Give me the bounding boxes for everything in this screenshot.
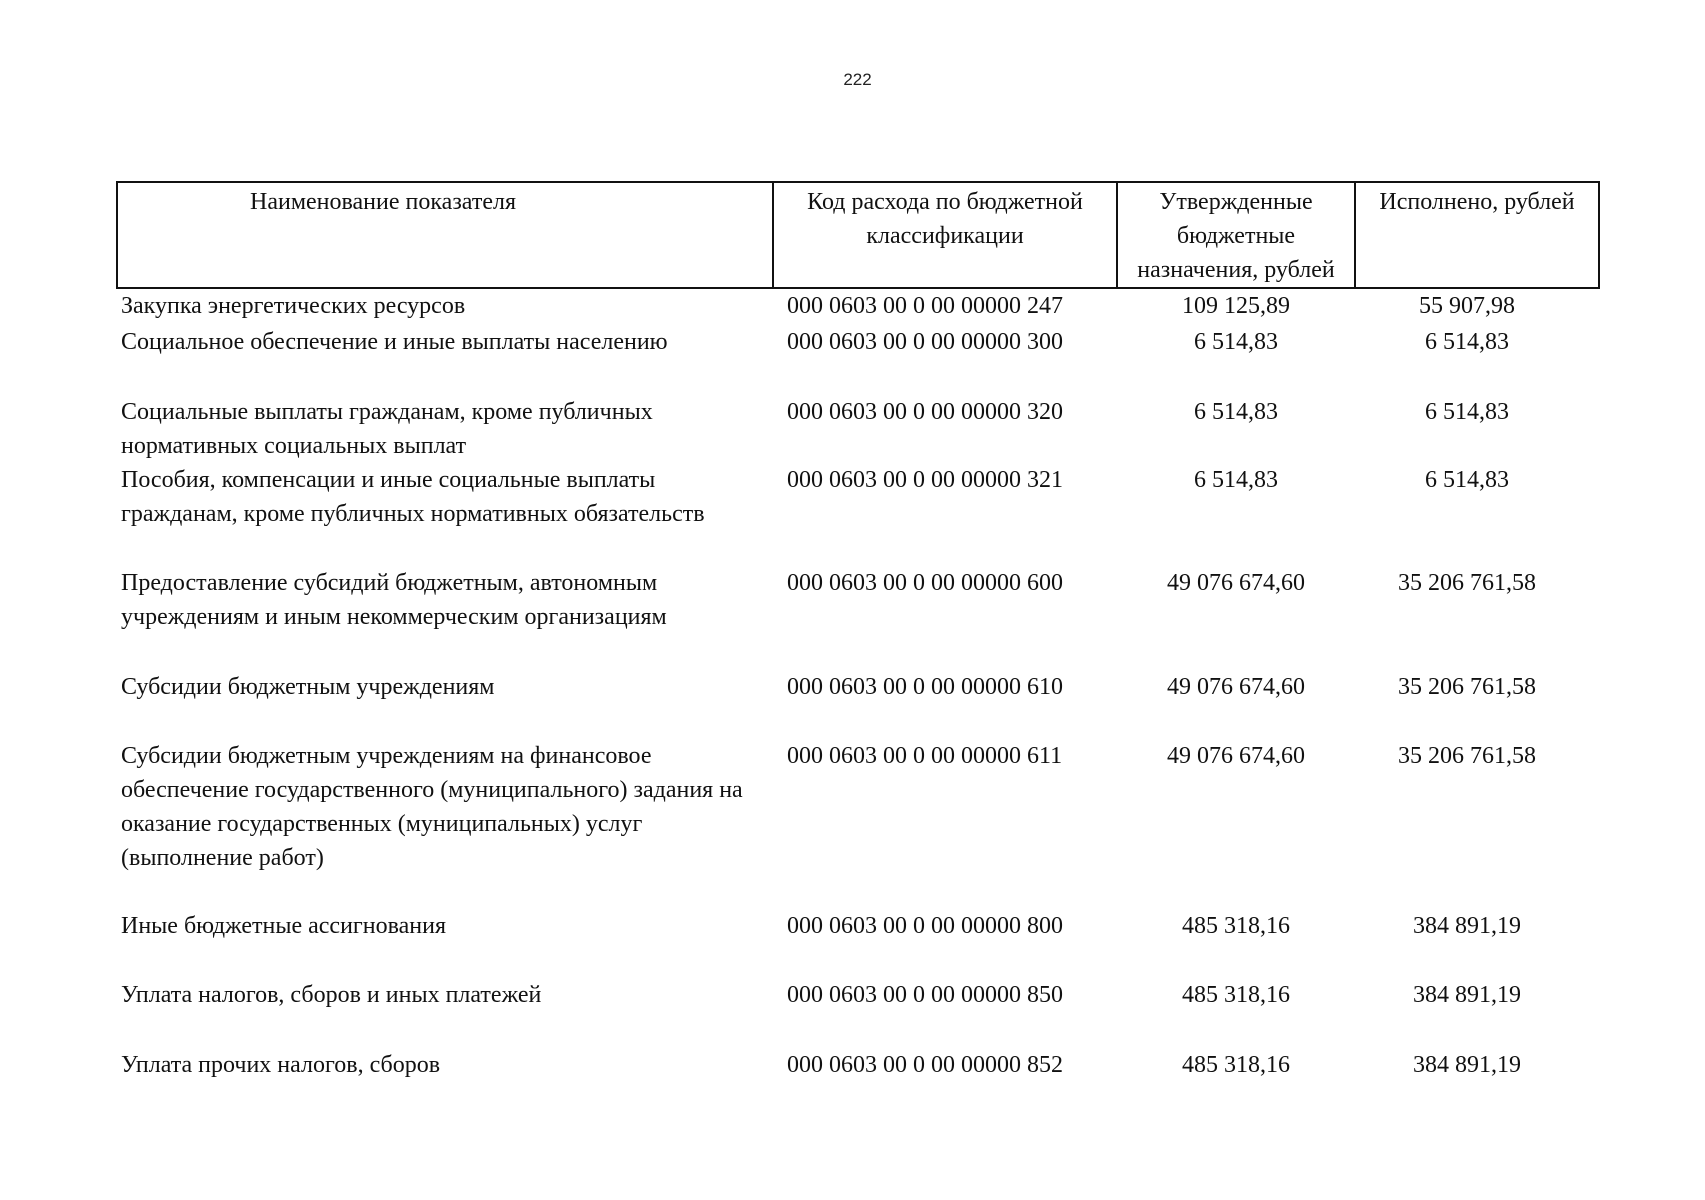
executed-amount: 35 206 761,58 [1398,743,1536,769]
executed-amount: 35 206 761,58 [1398,570,1536,596]
approved-amount: 6 514,83 [1194,467,1278,493]
expense-code: 000 0603 00 0 00 00000 300 [787,329,1063,355]
budget-execution-table [116,181,1600,1088]
expense-code: 000 0603 00 0 00 00000 320 [787,399,1063,425]
executed-amount: 55 907,98 [1419,293,1515,319]
table-header [117,182,1599,288]
approved-amount: 485 318,16 [1182,1052,1290,1078]
indicator-name: Пособия, компенсации и иные социальные выплаты гражданам, кроме публичных нормативных обязательств [121,467,705,527]
table-row [117,395,1599,463]
table-row [117,325,1599,395]
table-row [117,670,1599,739]
approved-amount: 485 318,16 [1182,982,1290,1008]
page-number: 222 [843,70,872,89]
header-executed-amount: Исполнено, рублей [1355,182,1599,288]
indicator-name: Уплата налогов, сборов и иных платежей [121,982,542,1008]
executed-amount: 35 206 761,58 [1398,674,1536,700]
approved-amount: 49 076 674,60 [1167,570,1305,596]
table-body [117,288,1599,1088]
table-row [117,566,1599,670]
approved-amount: 109 125,89 [1182,293,1290,319]
executed-amount: 384 891,19 [1413,913,1521,939]
header-row [117,182,1599,288]
approved-amount: 485 318,16 [1182,913,1290,939]
expense-code: 000 0603 00 0 00 00000 852 [787,1052,1063,1078]
table-row [117,978,1599,1048]
approved-amount: 6 514,83 [1194,329,1278,355]
table-row [117,909,1599,978]
approved-amount: 49 076 674,60 [1167,674,1305,700]
budget-table-container [116,181,1598,1088]
indicator-name: Иные бюджетные ассигнования [121,913,446,939]
indicator-name: Субсидии бюджетным учреждениям на финансовое обеспечение государственного (муниципального) задания на оказание государственных (муниципальных) услуг (выполнение работ) [121,743,743,871]
expense-code: 000 0603 00 0 00 00000 850 [787,982,1063,1008]
indicator-name: Субсидии бюджетным учреждениям [121,674,495,700]
table-row [117,739,1599,909]
executed-amount: 6 514,83 [1425,467,1509,493]
executed-amount: 384 891,19 [1413,1052,1521,1078]
executed-amount: 6 514,83 [1425,399,1509,425]
approved-amount: 6 514,83 [1194,399,1278,425]
indicator-name: Уплата прочих налогов, сборов [121,1052,441,1078]
expense-code: 000 0603 00 0 00 00000 800 [787,913,1063,939]
executed-amount: 6 514,83 [1425,329,1509,355]
expense-code: 000 0603 00 0 00 00000 611 [787,743,1063,769]
table-row [117,463,1599,566]
indicator-name: Предоставление субсидий бюджетным, автономным учреждениям и иным некоммерческим организациям [121,570,667,630]
expense-code: 000 0603 00 0 00 00000 600 [787,570,1063,596]
approved-amount: 49 076 674,60 [1167,743,1305,769]
header-indicator-name: Наименование показателя [117,182,773,288]
indicator-name: Социальное обеспечение и иные выплаты населению [121,329,668,355]
header-approved-amount: Утвержденные бюджетные назначения, рублей [1117,182,1355,288]
expense-code: 000 0603 00 0 00 00000 610 [787,674,1063,700]
indicator-name: Социальные выплаты гражданам, кроме публичных нормативных социальных выплат [121,399,653,459]
expense-code: 000 0603 00 0 00 00000 247 [787,293,1063,319]
expense-code: 000 0603 00 0 00 00000 321 [787,467,1063,493]
table-row [117,1048,1599,1088]
table-row [117,288,1599,325]
indicator-name: Закупка энергетических ресурсов [121,293,466,319]
executed-amount: 384 891,19 [1413,982,1521,1008]
header-expense-code: Код расхода по бюджетной классификации [773,182,1117,288]
